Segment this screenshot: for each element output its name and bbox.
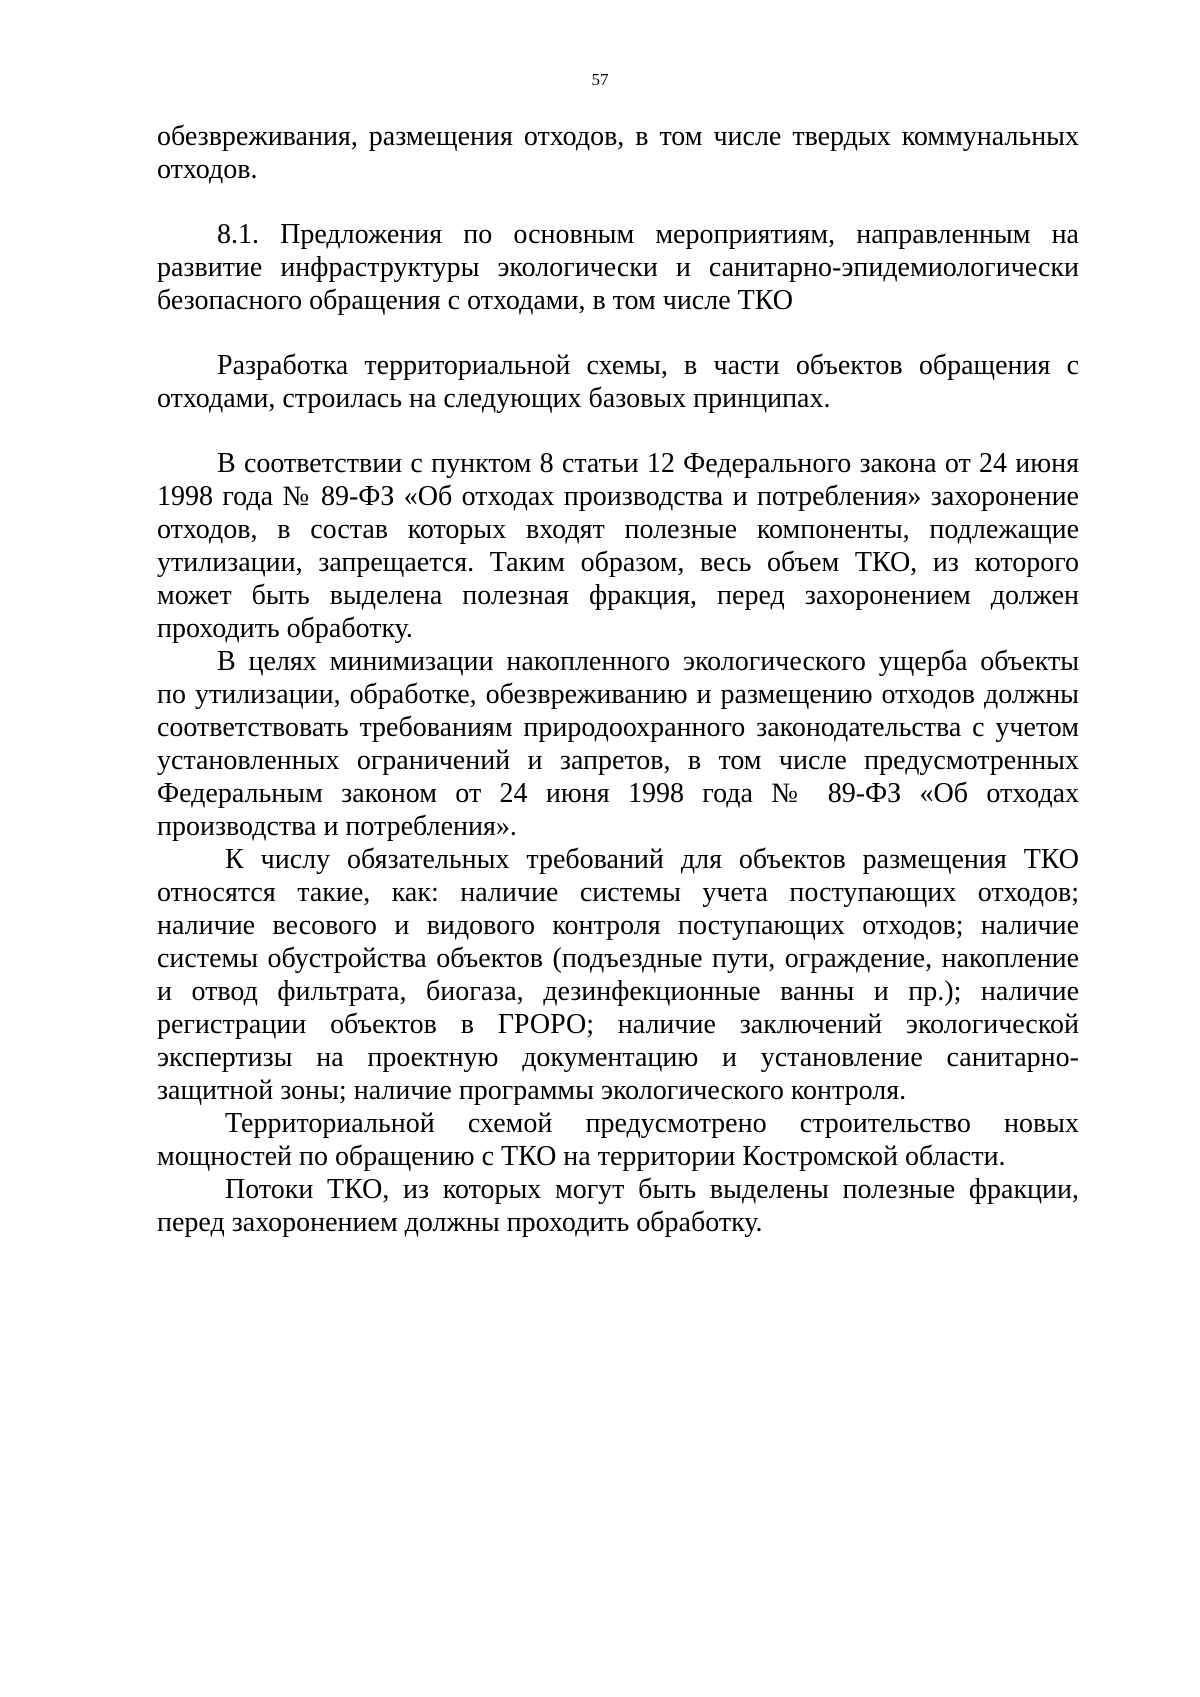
document-body [157, 120, 1079, 1239]
paragraph-processing: Потоки ТКО, из которых могут быть выделены полезные фракции, перед захоронением должны проходить обработку. [157, 1174, 1079, 1238]
paragraph-requirements: К числу обязательных требований для объектов размещения ТКО относятся такие, как: наличие системы учета поступающих отходов; наличие весового и видового контроля поступающих отходов; наличие системы обустройства объектов (подъездные пути, ограждение, накопление и отвод фильтрата, биогаза, дезинфекционные ванны и пр.); наличие регистрации объектов в ГРОРО; наличие заключений экологической экспертизы на проектную документацию и установление санитарно-защитной зоны; наличие программы экологического контроля. [157, 844, 1079, 1106]
continuation-paragraph: обезвреживания, размещения отходов, в том числе твердых коммунальных отходов. [157, 121, 1079, 185]
intro-paragraph: Разработка территориальной схемы, в части объектов обращения с отходами, строилась на следующих базовых принципах. [157, 350, 1079, 414]
paragraph-construction: Территориальной схемой предусмотрено строительство новых мощностей по обращению с ТКО на территории Костромской области. [157, 1108, 1079, 1172]
section-heading: 8.1. Предложения по основным мероприятиям, направленным на развитие инфраструктуры экологически и санитарно-эпидемиологически безопасного обращения с отходами, в том числе ТКО [157, 219, 1079, 316]
page-number: 57 [591, 70, 609, 89]
paragraph-damage-minimization: В целях минимизации накопленного экологического ущерба объекты по утилизации, обработке, обезвреживанию и размещению отходов должны соответствовать требованиям природоохранного законодательства с учетом установленных ограничений и запретов, в том числе предусмотренных Федеральным законом от 24 июня 1998 года № 89-ФЗ «Об отходах производства и потребления». [157, 646, 1079, 842]
paragraph-law-reference: В соответствии с пунктом 8 статьи 12 Федерального закона от 24 июня 1998 года № 89-ФЗ «Об отходах производства и потребления» захоронение отходов, в состав которых входят полезные компоненты, подлежащие утилизации, запрещается. Таким образом, весь объем ТКО, из которого может быть выделена полезная фракция, перед захоронением должен проходить обработку. [157, 448, 1079, 644]
